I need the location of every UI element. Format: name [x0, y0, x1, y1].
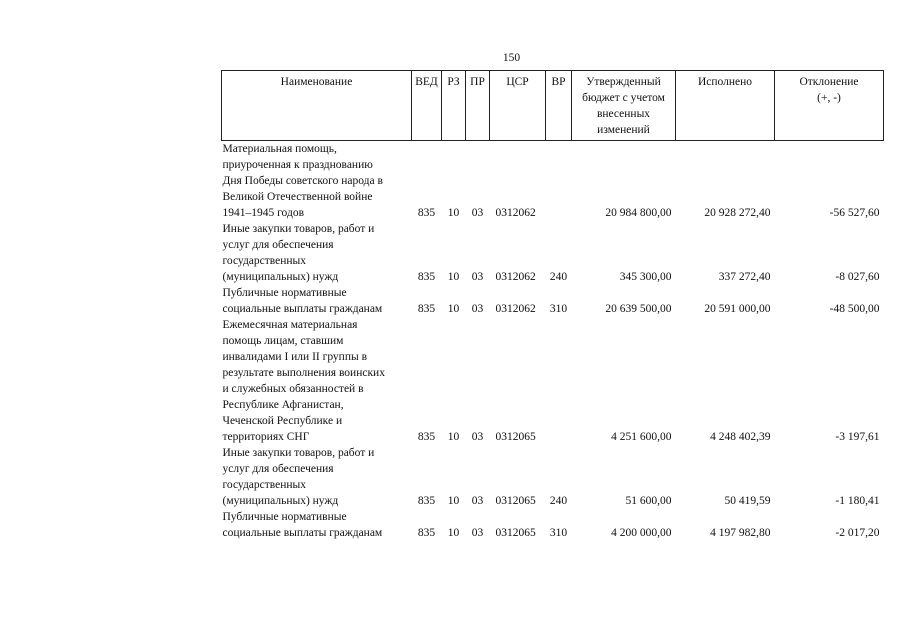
- row-approved: 20 984 800,00: [605, 207, 672, 219]
- row-name-line: социальные выплаты гражданам: [222, 303, 383, 315]
- row-deviation: -2 017,20: [835, 527, 880, 539]
- row-name: [222, 285, 412, 317]
- row-ved: 835: [417, 207, 436, 219]
- row-approved: 4 251 600,00: [611, 431, 672, 443]
- header-approved-line: Утвержденный: [586, 76, 661, 88]
- row-deviation: -3 197,61: [835, 431, 880, 443]
- row-rz: 10: [447, 495, 460, 507]
- row-vr: [546, 141, 572, 222]
- row-rz: 10: [447, 207, 460, 219]
- row-ved: 835: [417, 527, 436, 539]
- row-executed: 337 272,40: [718, 271, 771, 283]
- row-csr: 0312062: [495, 303, 536, 315]
- row-name: [222, 445, 412, 509]
- table-row: [222, 445, 884, 509]
- row-deviation: -8 027,60: [835, 271, 880, 283]
- row-name-line: Материальная помощь,: [222, 143, 337, 155]
- header-deviation-line: (+, -): [817, 92, 841, 104]
- row-name-line: государственных: [222, 255, 307, 267]
- row-name: [222, 141, 412, 222]
- row-vr: [546, 317, 572, 445]
- header-name: Наименование: [222, 71, 412, 141]
- header-vr: ВР: [546, 71, 572, 141]
- row-vr: 310: [549, 527, 568, 539]
- row-name: [222, 509, 412, 541]
- row-name-line: Республике Афганистан,: [222, 399, 344, 411]
- row-executed: 4 248 402,39: [710, 431, 771, 443]
- row-rz: 10: [447, 303, 460, 315]
- row-pr: 03: [471, 495, 484, 507]
- row-name-line: 1941–1945 годов: [222, 207, 305, 219]
- header-ved: ВЕД: [412, 71, 442, 141]
- header-deviation: [775, 71, 884, 141]
- row-name-line: государственных: [222, 479, 307, 491]
- row-deviation: -56 527,60: [829, 207, 880, 219]
- row-pr: 03: [471, 271, 484, 283]
- row-vr: 240: [549, 271, 568, 283]
- row-pr: 03: [471, 431, 484, 443]
- row-name: [222, 317, 412, 445]
- row-name-line: Великой Отечественной войне: [222, 191, 373, 203]
- row-name-line: социальные выплаты гражданам: [222, 527, 383, 539]
- row-executed: 20 928 272,40: [704, 207, 771, 219]
- header-approved-line: изменений: [597, 124, 650, 136]
- row-name-line: Иные закупки товаров, работ и: [222, 223, 375, 235]
- row-vr: 240: [549, 495, 568, 507]
- row-deviation: -1 180,41: [835, 495, 880, 507]
- table-row: [222, 509, 884, 541]
- row-ved: 835: [417, 271, 436, 283]
- header-pr: ПР: [466, 71, 490, 141]
- row-executed: 4 197 982,80: [710, 527, 771, 539]
- row-vr: 310: [549, 303, 568, 315]
- header-approved: [572, 71, 676, 141]
- row-ved: 835: [417, 495, 436, 507]
- row-name-line: услуг для обеспечения: [222, 239, 334, 251]
- row-name-line: приуроченная к празднованию: [222, 159, 373, 171]
- row-executed: 20 591 000,00: [704, 303, 771, 315]
- row-name-line: (муниципальных) нужд: [222, 495, 339, 507]
- row-pr: 03: [471, 303, 484, 315]
- row-approved: 51 600,00: [625, 495, 672, 507]
- row-name-line: результате выполнения воинских: [222, 367, 385, 379]
- row-name-line: и служебных обязанностей в: [222, 383, 364, 395]
- table-row: [222, 141, 884, 222]
- row-rz: 10: [447, 271, 460, 283]
- row-name-line: помощь лицам, ставшим: [222, 335, 344, 347]
- row-name-line: Ежемесячная материальная: [222, 319, 358, 331]
- budget-execution-table: [221, 70, 884, 541]
- row-name-line: инвалидами I или II группы в: [222, 351, 368, 363]
- row-csr: 0312065: [495, 431, 536, 443]
- header-executed: Исполнено: [676, 71, 775, 141]
- row-name-line: Публичные нормативные: [222, 287, 347, 299]
- row-name-line: услуг для обеспечения: [222, 463, 334, 475]
- header-approved-line: внесенных: [596, 108, 651, 120]
- table-row: [222, 317, 884, 445]
- row-name: [222, 221, 412, 285]
- header-rz: РЗ: [442, 71, 466, 141]
- row-name-line: территориях СНГ: [222, 431, 310, 443]
- header-csr: ЦСР: [490, 71, 546, 141]
- header-deviation-line: Отклонение: [799, 76, 859, 88]
- table-row: [222, 285, 884, 317]
- row-csr: 0312062: [495, 207, 536, 219]
- row-deviation: -48 500,00: [829, 303, 880, 315]
- row-approved: 345 300,00: [619, 271, 672, 283]
- row-ved: 835: [417, 303, 436, 315]
- row-name-line: (муниципальных) нужд: [222, 271, 339, 283]
- page-number: 150: [502, 52, 521, 64]
- header-approved-line: бюджет с учетом: [582, 92, 665, 104]
- row-csr: 0312062: [495, 271, 536, 283]
- row-csr: 0312065: [495, 527, 536, 539]
- row-name-line: Иные закупки товаров, работ и: [222, 447, 375, 459]
- table-header-row: [222, 71, 884, 141]
- row-name-line: Публичные нормативные: [222, 511, 347, 523]
- row-pr: 03: [471, 207, 484, 219]
- row-name-line: Чеченской Республике и: [222, 415, 343, 427]
- row-approved: 4 200 000,00: [611, 527, 672, 539]
- row-name-line: Дня Победы советского народа в: [222, 175, 383, 187]
- row-pr: 03: [471, 527, 484, 539]
- row-executed: 50 419,59: [724, 495, 771, 507]
- row-rz: 10: [447, 431, 460, 443]
- row-approved: 20 639 500,00: [605, 303, 672, 315]
- row-ved: 835: [417, 431, 436, 443]
- row-csr: 0312065: [495, 495, 536, 507]
- row-rz: 10: [447, 527, 460, 539]
- table-row: [222, 221, 884, 285]
